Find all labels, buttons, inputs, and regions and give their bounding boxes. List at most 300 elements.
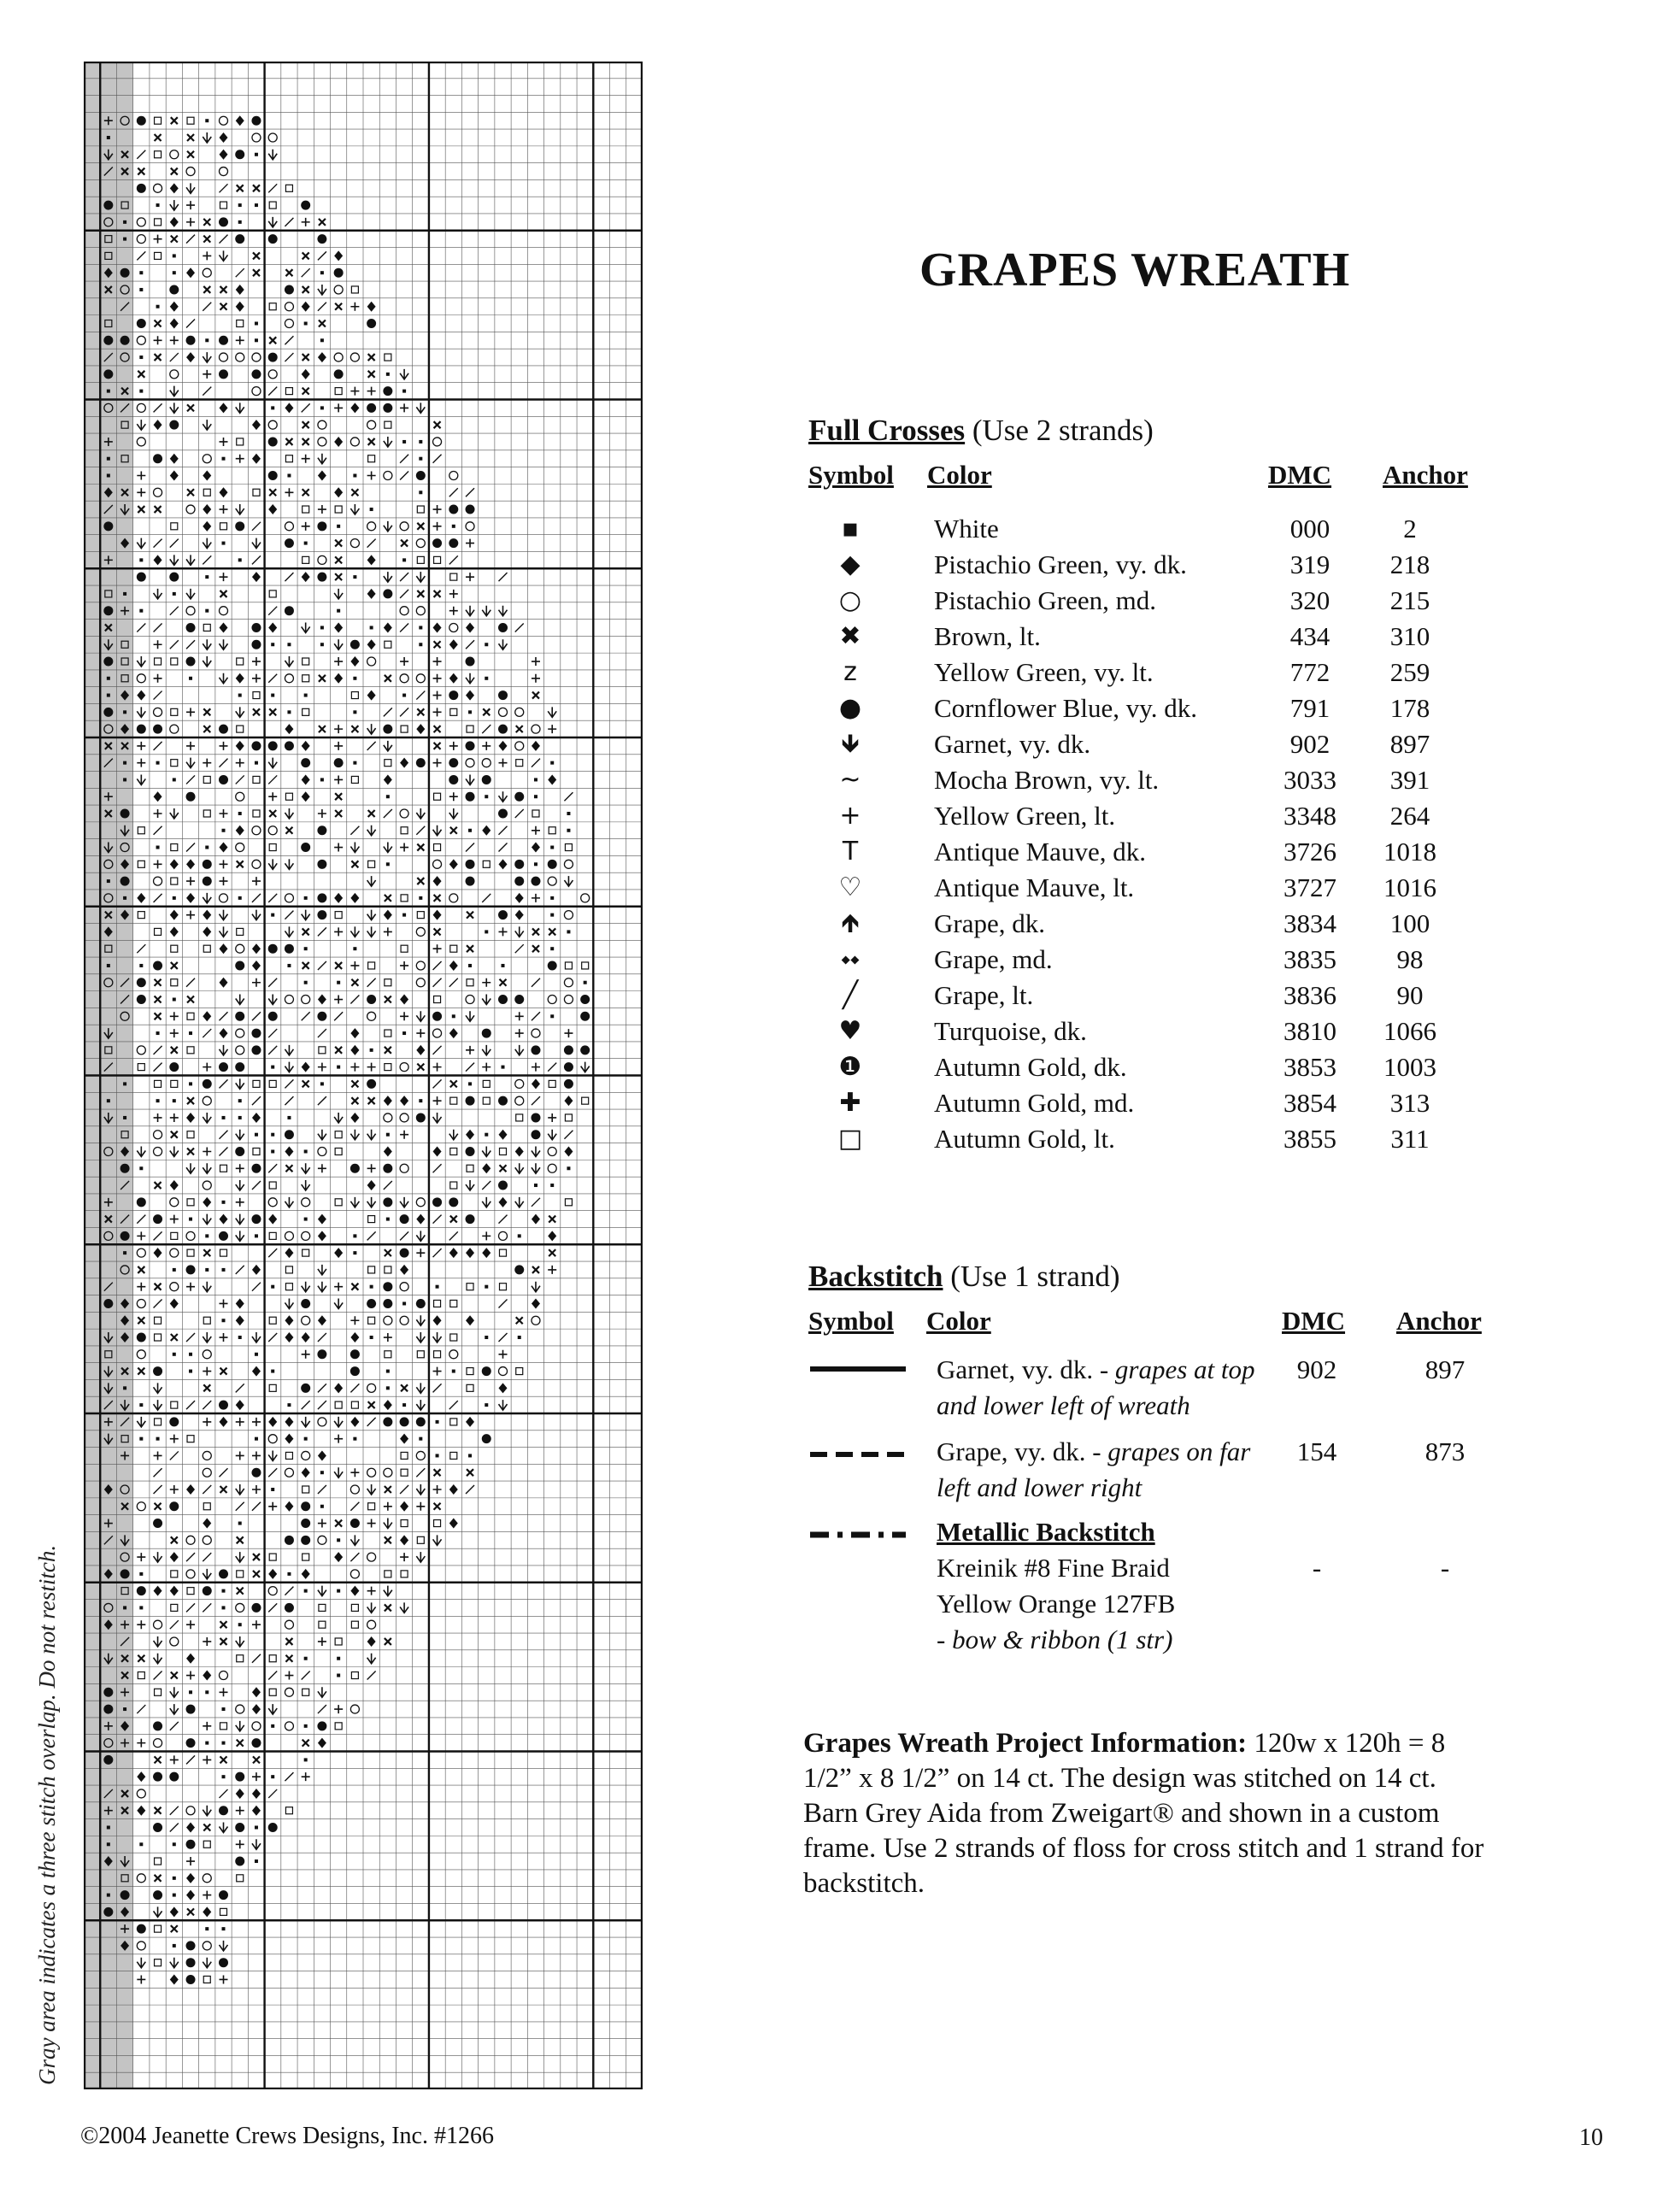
stitch-mark [137, 1231, 145, 1240]
stitch-mark [483, 708, 490, 715]
stitch-mark [203, 1113, 211, 1123]
stitch-mark [433, 1535, 442, 1545]
stitch-mark [302, 302, 310, 312]
dmc-number: 3835 [1283, 944, 1336, 974]
stitch-mark [385, 895, 391, 902]
stitch-mark [252, 961, 261, 971]
color-name: Autumn Gold, md. [934, 1088, 1135, 1118]
stitch-mark [502, 1066, 505, 1069]
stitch-mark [155, 1689, 162, 1695]
stitch-mark [285, 1231, 293, 1240]
stitch-mark [236, 1807, 244, 1815]
stitch-mark [220, 809, 228, 818]
stitch-mark [186, 235, 195, 244]
stitch-mark [155, 1334, 162, 1341]
stitch-mark [419, 491, 422, 494]
stitch-mark [434, 1520, 441, 1527]
stitch-mark [367, 387, 376, 396]
stitch-mark [466, 1315, 474, 1325]
stitch-mark [499, 843, 508, 852]
stitch-mark [170, 1974, 179, 1984]
stitch-mark [220, 286, 227, 293]
stitch-mark [153, 1823, 162, 1832]
anchor-number: 218 [1389, 549, 1430, 579]
stitch-mark [334, 657, 343, 666]
stitch-mark [203, 538, 211, 549]
stitch-mark [367, 1231, 376, 1240]
stitch-mark [401, 726, 408, 732]
stitch-mark [170, 1451, 179, 1460]
stitch-mark [384, 1316, 392, 1325]
stitch-mark [401, 540, 408, 547]
stitch-symbol-icon: T [842, 837, 859, 867]
stitch-mark [268, 1029, 277, 1037]
stitch-mark [466, 877, 475, 886]
stitch-mark [255, 1234, 258, 1237]
stitch-mark [189, 677, 192, 680]
stitch-mark [485, 1133, 488, 1137]
stitch-mark [532, 692, 539, 699]
stitch-mark [401, 945, 408, 952]
anchor-number: 1003 [1383, 1052, 1436, 1082]
stitch-mark [138, 827, 144, 834]
stitch-mark [285, 1079, 293, 1088]
stitch-mark [367, 1484, 376, 1495]
stitch-mark [499, 759, 508, 767]
stitch-mark [350, 1113, 359, 1123]
stitch-mark [367, 1180, 376, 1190]
stitch-mark [532, 1096, 540, 1105]
stitch-mark [400, 573, 408, 581]
stitch-mark [549, 1080, 555, 1087]
stitch-mark [220, 843, 228, 853]
stitch-mark [219, 1062, 228, 1072]
stitch-mark [220, 573, 228, 581]
stitch-mark [565, 962, 572, 969]
stitch-mark [285, 185, 292, 191]
stitch-mark [383, 386, 392, 396]
stitch-mark [499, 708, 508, 716]
stitch-mark [334, 1383, 343, 1393]
stitch-mark [268, 1012, 278, 1021]
stitch-mark [222, 1116, 226, 1119]
stitch-mark [383, 1299, 392, 1308]
stitch-mark [548, 774, 556, 784]
stitch-mark [301, 1536, 310, 1545]
stitch-mark [169, 285, 179, 294]
stitch-mark [468, 1082, 472, 1085]
stitch-mark [238, 1116, 242, 1119]
stitch-mark [139, 609, 143, 613]
dmc-number: 3348 [1283, 801, 1336, 831]
stitch-mark [236, 1502, 244, 1511]
stitch-mark [170, 386, 179, 397]
stitch-mark [252, 522, 261, 531]
stitch-mark [350, 1316, 359, 1325]
stitch-mark [482, 978, 490, 987]
stitch-mark [318, 251, 326, 260]
legend-row [820, 655, 1487, 690]
stitch-mark [449, 690, 458, 700]
stitch-mark [186, 1873, 195, 1883]
color-name: Mocha Brown, vy. lt. [934, 765, 1160, 795]
stitch-mark [317, 1349, 326, 1359]
stitch-mark [434, 1469, 441, 1476]
stitch-mark [170, 1552, 179, 1562]
stitch-mark [137, 319, 146, 328]
stitch-mark [220, 1723, 227, 1730]
stitch-mark [252, 1806, 261, 1816]
stitch-mark [500, 979, 507, 986]
stitch-mark [203, 504, 211, 514]
stitch-mark [384, 1146, 392, 1156]
backstitch-strands: (Use 1 strand) [950, 1260, 1120, 1293]
stitch-mark [334, 1705, 343, 1713]
stitch-mark [171, 1536, 178, 1543]
stitch-mark [219, 1569, 228, 1578]
stitch-mark [301, 1519, 310, 1528]
stitch-mark [103, 1688, 113, 1697]
stitch-mark [334, 1467, 343, 1478]
stitch-mark [302, 1282, 310, 1292]
stitch-mark [318, 1536, 326, 1544]
stitch-mark [499, 639, 508, 649]
stitch-mark [549, 1216, 555, 1223]
stitch-mark [107, 136, 110, 139]
stitch-mark [467, 1165, 473, 1172]
stitch-mark [433, 1215, 442, 1224]
stitch-mark [220, 860, 228, 868]
stitch-mark [302, 1569, 310, 1579]
stitch-mark [285, 455, 292, 462]
stitch-mark [186, 1231, 195, 1240]
stitch-mark [499, 826, 508, 835]
stitch-mark [304, 981, 308, 984]
stitch-mark [137, 1333, 146, 1342]
stitch-mark [170, 607, 179, 615]
stitch-mark [419, 457, 422, 461]
stitch-mark [203, 1350, 211, 1359]
stitch-mark [253, 692, 260, 699]
stitch-mark [139, 355, 143, 359]
stitch-mark [515, 623, 524, 632]
stitch-mark [187, 1588, 194, 1595]
stitch-mark [139, 288, 143, 291]
stitch-mark [564, 1062, 573, 1072]
stitch-mark [433, 1164, 442, 1172]
stitch-mark [186, 1890, 195, 1901]
bs-anchor-value: - [1440, 1553, 1450, 1583]
stitch-mark [186, 911, 195, 919]
stitch-mark [318, 454, 326, 464]
stitch-mark [220, 167, 228, 176]
stitch-mark [303, 708, 309, 715]
stitch-mark [433, 961, 442, 970]
stitch-mark [334, 285, 343, 294]
stitch-mark [385, 421, 391, 428]
stitch-mark [236, 1315, 244, 1325]
stitch-mark [137, 742, 145, 750]
stitch-mark [285, 285, 294, 294]
stitch-mark [251, 1164, 261, 1173]
dmc-number: 3810 [1283, 1016, 1336, 1046]
stitch-mark [303, 489, 309, 496]
stitch-mark [302, 1062, 310, 1072]
stitch-mark [449, 555, 458, 564]
stitch-mark [203, 387, 211, 396]
stitch-mark [107, 1894, 110, 1897]
stitch-mark [499, 573, 508, 581]
stitch-mark [236, 741, 244, 751]
stitch-mark [252, 1113, 261, 1123]
stitch-mark [319, 1621, 326, 1628]
stitch-mark [203, 1282, 211, 1292]
stitch-mark [252, 133, 261, 142]
stitch-mark [368, 1503, 375, 1510]
stitch-mark [103, 708, 113, 717]
stitch-mark [137, 116, 146, 126]
stitch-mark [236, 775, 244, 784]
stitch-mark [367, 1130, 376, 1140]
stitch-mark [318, 995, 326, 1005]
stitch-mark [103, 657, 113, 667]
stitch-mark [285, 336, 293, 344]
stitch-mark [103, 336, 113, 345]
stitch-mark [466, 774, 474, 784]
stitch-mark [302, 791, 310, 802]
stitch-mark [285, 944, 294, 954]
stitch-mark [285, 911, 293, 919]
stitch-mark [318, 420, 326, 429]
stitch-mark [138, 861, 144, 867]
anchor-number: 311 [1390, 1124, 1430, 1154]
stitch-mark [401, 1469, 408, 1476]
stitch-mark [236, 1078, 244, 1089]
stitch-mark [334, 843, 343, 852]
dmc-number: 3855 [1283, 1124, 1336, 1154]
stitch-mark [137, 1924, 146, 1934]
stitch-mark [350, 1130, 359, 1140]
stitch-mark [368, 455, 375, 462]
stitch-mark [271, 1285, 274, 1289]
stitch-mark [318, 1282, 326, 1292]
stitch-mark [370, 1336, 373, 1339]
stitch-mark [154, 1131, 162, 1139]
stitch-mark [466, 1096, 475, 1106]
color-name: Pistachio Green, md. [934, 585, 1157, 615]
stitch-mark [285, 269, 292, 276]
stitch-mark [303, 421, 309, 428]
stitch-mark [449, 961, 458, 971]
stitch-mark [433, 1096, 442, 1105]
stitch-mark [170, 1704, 179, 1714]
stitch-mark [550, 1184, 554, 1187]
stitch-mark [450, 1216, 457, 1223]
stitch-mark [235, 234, 244, 244]
stitch-mark [154, 539, 162, 548]
stitch-mark [170, 1485, 179, 1494]
stitch-mark [155, 1756, 162, 1763]
stitch-mark [219, 336, 228, 345]
stitch-mark [137, 1705, 145, 1713]
stitch-mark [450, 1182, 457, 1189]
stitch-mark [433, 708, 442, 716]
stitch-mark [518, 1234, 521, 1237]
anchor-number: 259 [1389, 657, 1430, 687]
stitch-mark [498, 690, 508, 700]
stitch-mark [385, 1351, 391, 1358]
stitch-mark [269, 489, 276, 496]
stitch-mark [252, 978, 261, 987]
stitch-mark [434, 844, 441, 851]
stitch-mark [353, 1437, 356, 1441]
stitch-mark [219, 1806, 228, 1815]
stitch-mark [302, 996, 310, 1004]
stitch-mark [269, 590, 276, 597]
stitch-mark [402, 694, 406, 697]
stitch-mark [350, 1468, 359, 1477]
legend-row [820, 583, 1487, 619]
stitch-mark [203, 370, 211, 379]
stitch-mark [482, 825, 490, 836]
stitch-mark [385, 1604, 391, 1611]
stitch-mark [384, 1502, 392, 1511]
stitch-mark [337, 1674, 340, 1677]
stitch-mark [449, 623, 458, 632]
stitch-mark [304, 1437, 308, 1441]
stitch-mark [255, 1133, 258, 1137]
stitch-mark [434, 928, 441, 935]
stitch-mark [320, 338, 324, 342]
stitch-mark [173, 998, 176, 1002]
stitch-mark [304, 1724, 308, 1728]
stitch-mark [237, 928, 244, 935]
stitch-mark [287, 1116, 291, 1119]
stitch-mark [220, 607, 228, 615]
stitch-mark [285, 1284, 292, 1290]
stitch-mark [516, 1368, 523, 1375]
stitch-mark [203, 776, 210, 783]
stitch-mark [189, 1690, 192, 1694]
stitch-mark [303, 675, 309, 682]
stitch-mark [400, 1113, 408, 1122]
stitch-mark [515, 1079, 524, 1088]
stitch-mark [534, 778, 537, 781]
stitch-mark [154, 791, 162, 802]
stitch-mark [205, 1742, 209, 1745]
stitch-mark [318, 1450, 326, 1460]
stitch-mark [434, 1503, 441, 1510]
stitch-mark [302, 1671, 310, 1680]
stitch-mark [203, 236, 210, 243]
stitch-mark [220, 1079, 228, 1088]
stitch-mark [370, 508, 373, 511]
stitch-mark [516, 760, 523, 767]
stitch-mark [268, 1587, 277, 1595]
stitch-mark [203, 726, 210, 732]
stitch-mark [285, 320, 293, 328]
stitch-mark [137, 1975, 145, 1983]
stitch-mark [433, 1079, 442, 1088]
stitch-mark [253, 489, 260, 496]
stitch-mark [468, 964, 472, 967]
stitch-mark [482, 1045, 490, 1055]
stitch-mark [268, 674, 277, 683]
stitch-mark [532, 1298, 540, 1308]
stitch-mark [385, 1064, 391, 1071]
stitch-mark [302, 1451, 310, 1460]
stitch-mark [252, 1418, 261, 1426]
stitch-mark [187, 996, 194, 1003]
stitch-mark [253, 708, 260, 715]
stitch-mark [103, 369, 113, 379]
stitch-mark [203, 1874, 211, 1883]
stitch-mark [220, 353, 228, 361]
stitch-mark [433, 1332, 442, 1342]
stitch-mark [350, 402, 359, 413]
stitch-mark [154, 555, 162, 565]
stitch-mark [187, 404, 194, 411]
stitch-mark [483, 1097, 490, 1104]
stitch-mark [285, 1638, 292, 1645]
stitch-mark [367, 1654, 376, 1664]
stitch-mark [450, 573, 457, 580]
stitch-mark [466, 843, 474, 852]
stitch-mark [171, 236, 178, 243]
stitch-mark [236, 1705, 244, 1713]
stitch-mark [155, 1080, 162, 1087]
color-column-header: Color [927, 460, 992, 490]
pattern-chart [84, 62, 643, 2089]
stitch-mark [153, 1772, 162, 1782]
stitch-mark [107, 473, 110, 477]
stitch-mark [287, 964, 291, 967]
stitch-mark [268, 944, 278, 954]
stitch-mark [186, 1822, 195, 1832]
stitch-mark [466, 996, 474, 1004]
stitch-mark [137, 759, 145, 767]
stitch-mark [269, 1317, 276, 1324]
stitch-mark [564, 1045, 573, 1055]
stitch-mark [337, 609, 340, 613]
stitch-mark [317, 860, 326, 869]
stitch-mark [350, 504, 359, 514]
stitch-mark [385, 996, 391, 1003]
stitch-mark [500, 1148, 507, 1154]
stitch-mark [565, 844, 572, 851]
stitch-mark [515, 742, 524, 750]
stitch-mark [186, 218, 195, 226]
stitch-mark [186, 623, 196, 632]
bs-color-name: Garnet, vy. dk. - [937, 1354, 1115, 1384]
stitch-mark [320, 1471, 324, 1474]
stitch-mark [499, 1383, 508, 1393]
stitch-mark [320, 1082, 324, 1085]
stitch-mark [385, 760, 391, 767]
stitch-mark [548, 1113, 556, 1122]
stitch-mark [220, 235, 228, 244]
stitch-mark [155, 1013, 162, 1019]
stitch-mark [302, 1332, 310, 1342]
stitch-mark [203, 1181, 211, 1190]
stitch-mark [236, 1451, 244, 1460]
anchor-number: 264 [1389, 801, 1430, 831]
stitch-mark [337, 981, 340, 984]
stitch-mark [434, 556, 441, 563]
stitch-mark [368, 810, 375, 817]
stitch-mark [154, 1671, 162, 1680]
stitch-mark [367, 539, 376, 548]
